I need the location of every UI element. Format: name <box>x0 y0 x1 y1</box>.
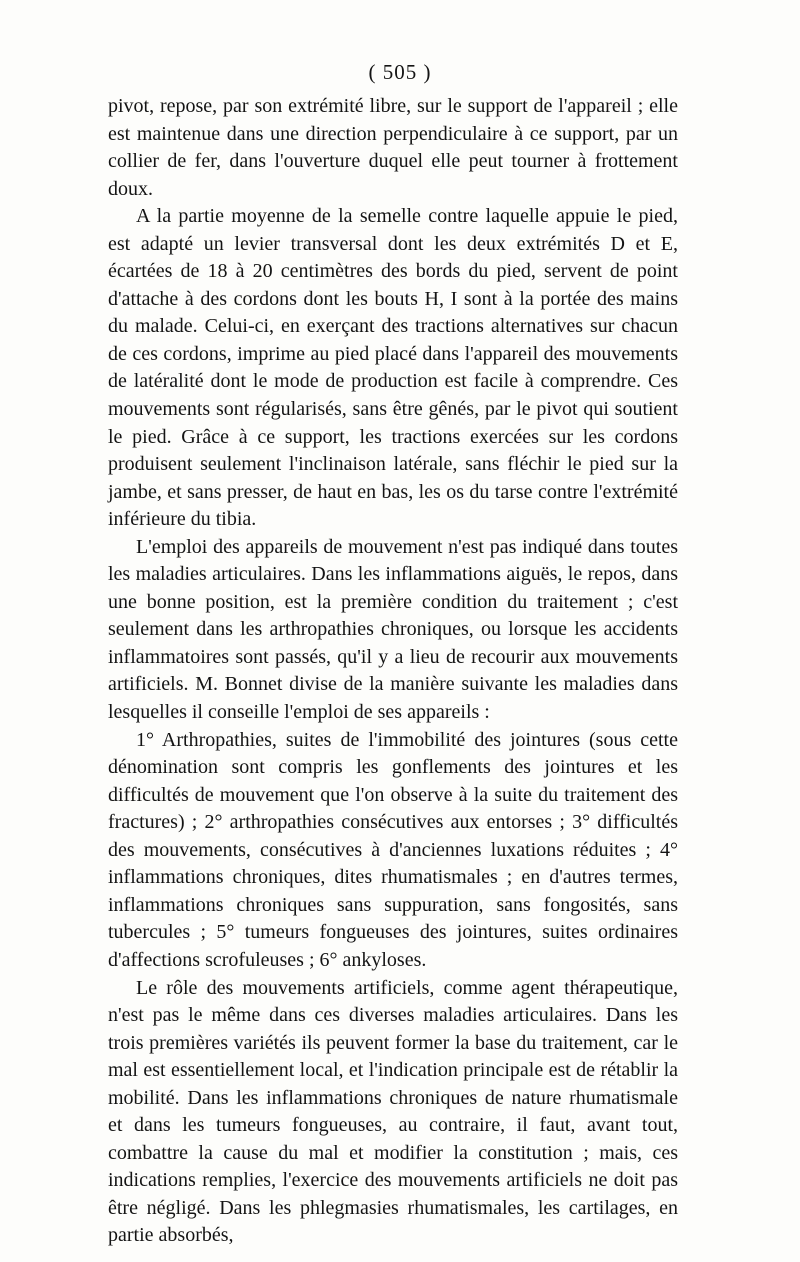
page-number: ( 505 ) <box>368 60 432 84</box>
paragraph-levier: A la partie moyenne de la semelle contre laquelle appuie le pied, est adapté un levier transversal dont les deux extrémités D et E, écartées de 18 à 20 centimètres des bords du pied, servent de point d'attache à des cordons dont les bouts H, I sont à la portée des mains du malade. Celui-ci, en exerçant des tractions alternatives sur chacun de ces cordons, imprime au pied placé dans l'appareil des mouvements de latéralité dont le mode de production est facile à comprendre. Ces mouvements sont régularisés, sans être gênés, par le pivot qui soutient le pied. Grâce à ce support, les tractions exercées sur les cordons produisent seulement l'inclinaison latérale, sans fléchir le pied sur la jambe, et sans presser, de haut en bas, les os du tarse contre l'extrémité inférieure du tibia. <box>108 205 678 531</box>
paragraph-role-mouvements: Le rôle des mouvements artificiels, comme agent thérapeutique, n'est pas le même dans ces diverses maladies articulaires. Dans les trois premières variétés ils peuvent former la base du traitement, car le mal est essentiellement local, et l'indication principale est de rétablir la mobilité. Dans les inflammations chroniques de nature rhumatismale et dans les tumeurs fongueuses, au contraire, il faut, avant tout, combattre la cause du mal et modifier la constitution ; mais, ces indications remplies, l'exercice des mouvements artificiels ne doit pas être négligé. Dans les phlegmasies rhumatismales, les cartilages, en partie absorbés, <box>108 976 678 1247</box>
paragraph-liste-maladies: 1° Arthropathies, suites de l'immobilité des jointures (sous cette dénomination sont compris les gonflements des jointures et les difficultés de mouvement que l'on observe à la suite du traitement des fractures) ; 2° arthropathies consécutives aux entorses ; 3° difficultés des mouvements, consécutives à d'anciennes luxations réduites ; 4° inflammations chroniques, dites rhumatismales ; en d'autres termes, inflammations chroniques sans suppuration, sans fongosités, sans tubercules ; 5° tumeurs fongueuses des jointures, suites ordinaires d'affections scrofuleuses ; 6° ankyloses. <box>108 728 678 971</box>
body-text <box>108 93 678 1250</box>
paragraph-emploi: L'emploi des appareils de mouvement n'est pas indiqué dans toutes les maladies articulaires. Dans les inflammations aiguës, le repos, dans une bonne position, est la première condition du traitement ; c'est seulement dans les arthropathies chroniques, ou lorsque les accidents inflammatoires sont passés, qu'il y a lieu de recourir aux mouvements artificiels. M. Bonnet divise de la manière suivante les maladies dans lesquelles il conseille l'emploi de ses appareils : <box>108 535 678 724</box>
paragraph-continuation: pivot, repose, par son extrémité libre, sur le support de l'appareil ; elle est maintenue dans une direction perpendiculaire à ce support, par un collier de fer, dans l'ouverture duquel elle peut tourner à frottement doux. <box>108 95 678 200</box>
